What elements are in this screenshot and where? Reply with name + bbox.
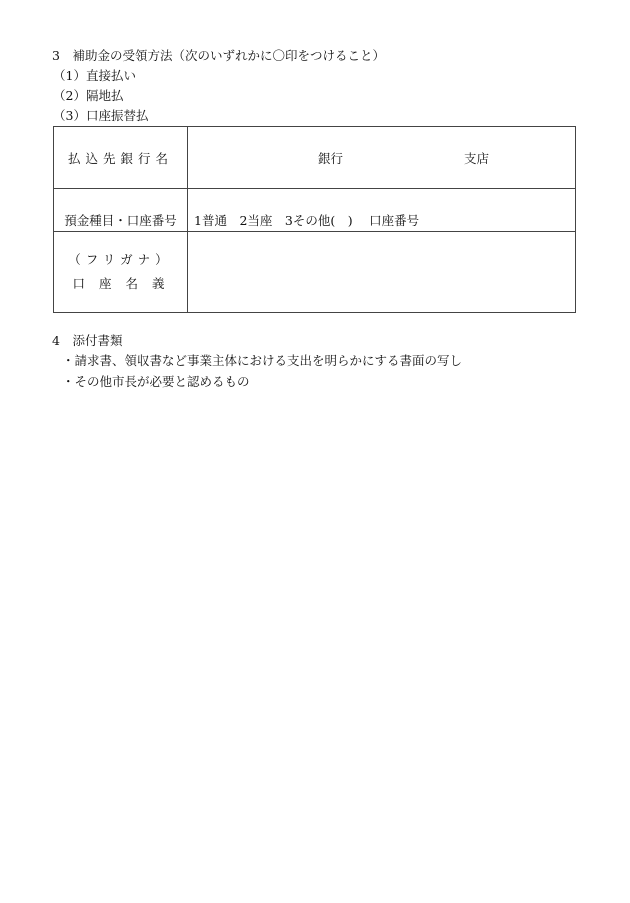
bank-name-value-cell xyxy=(188,127,576,189)
account-holder-value-cell xyxy=(188,232,576,313)
bank-row xyxy=(54,127,576,189)
account-holder-label-cell xyxy=(54,232,188,313)
account-value-cell xyxy=(188,189,576,232)
account-value: 1普通 2当座 3その他( ) 口座番号 xyxy=(194,213,420,228)
account-label: 預金種目・口座番号 xyxy=(64,213,177,228)
option-direct-payment: （1）直接払い xyxy=(53,68,136,83)
branch-suffix: 支店 xyxy=(464,151,490,166)
account-holder-label: 口座名義 xyxy=(72,276,179,291)
account-row xyxy=(54,189,576,232)
bank-name-label-cell xyxy=(54,127,188,189)
attachment-item: ・その他市長が必要と認めるもの xyxy=(62,374,250,389)
option-account-transfer: （3）口座振替払 xyxy=(53,108,149,123)
option-remote-payment: （2）隔地払 xyxy=(53,88,124,103)
furigana-label: （フリガナ） xyxy=(68,252,173,267)
bank-account-table xyxy=(53,126,576,313)
section-3-title: 3 補助金の受領方法（次のいずれかに〇印をつけること） xyxy=(52,48,385,63)
account-label-cell xyxy=(54,189,188,232)
attachment-item: ・請求書、領収書など事業主体における支出を明らかにする書面の写し xyxy=(62,353,463,368)
bank-suffix: 銀行 xyxy=(318,151,344,166)
bank-name-label: 払込先銀行名 xyxy=(67,150,173,166)
account-holder-row xyxy=(54,232,576,313)
section-4-title: 4 添付書類 xyxy=(52,333,123,348)
